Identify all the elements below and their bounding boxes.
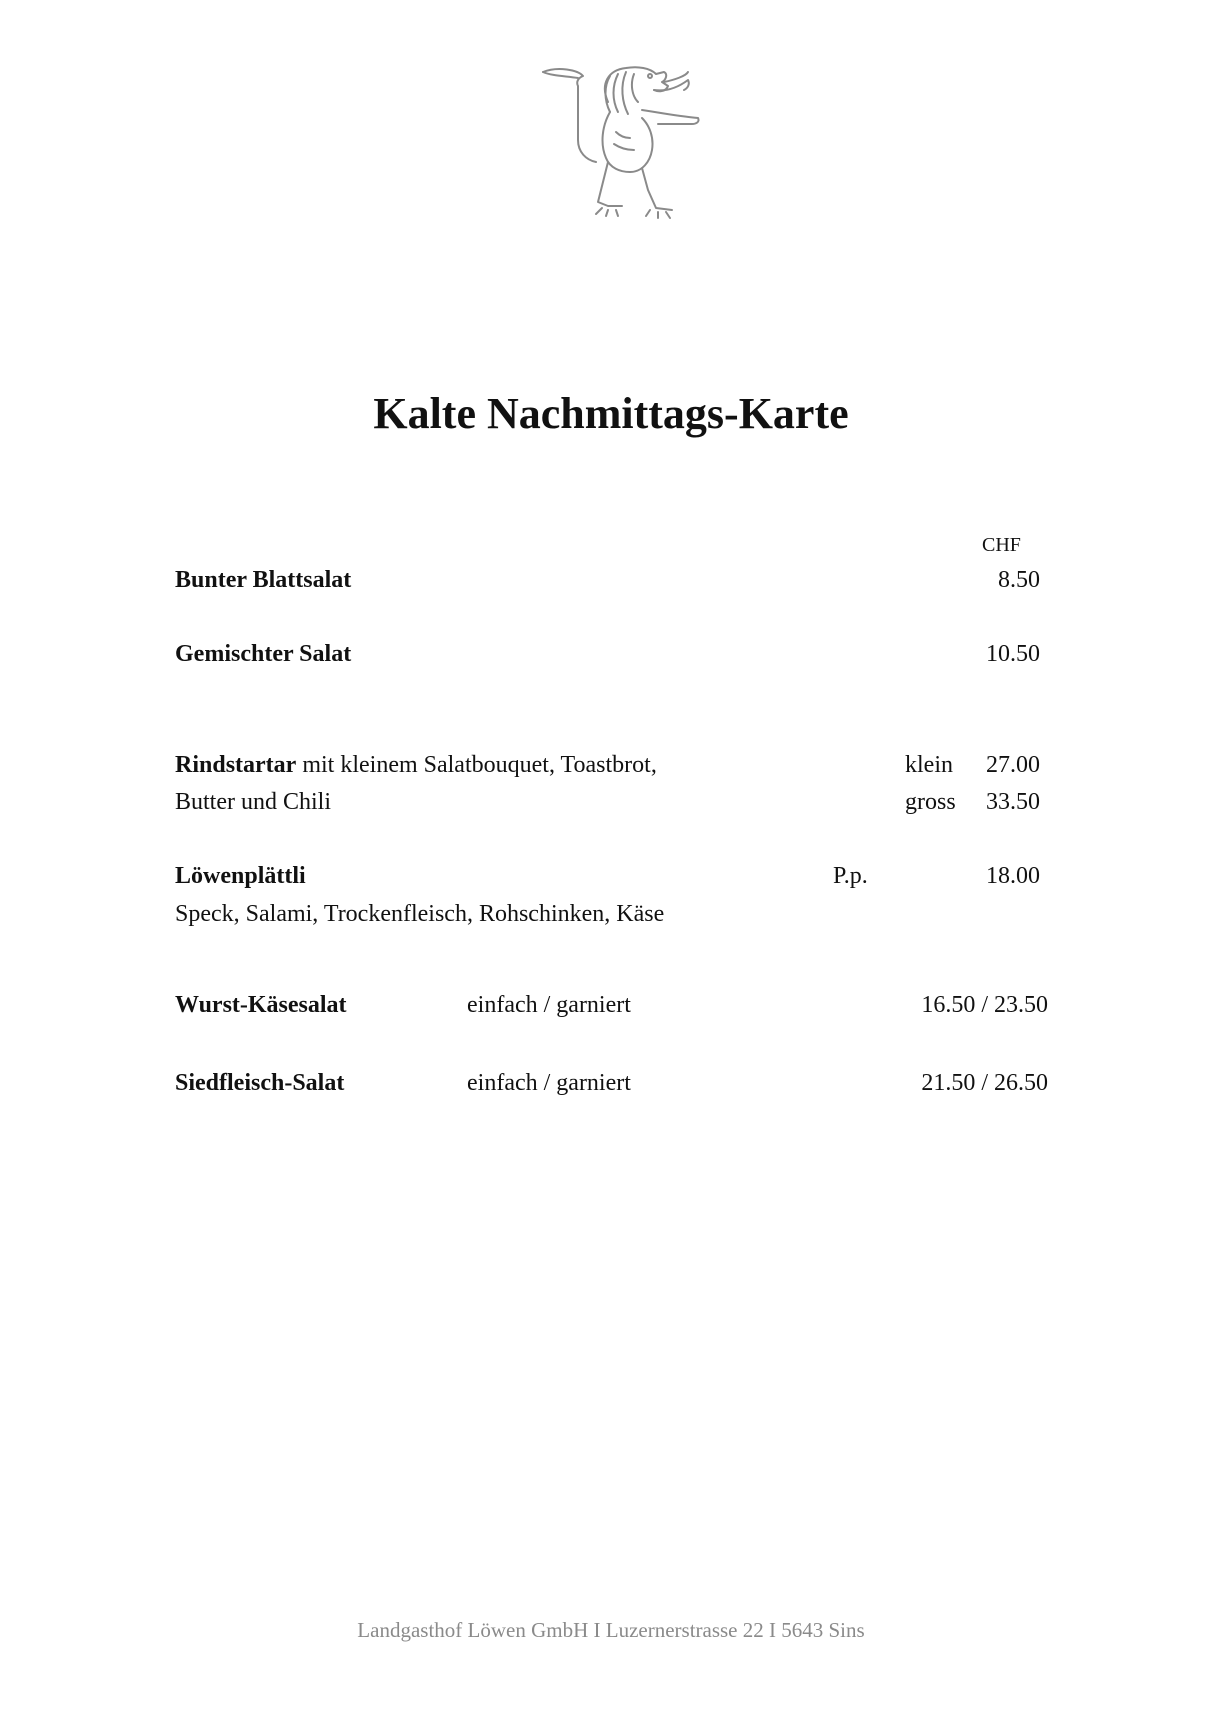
item-price: 18.00: [986, 863, 1040, 889]
size-label: gross: [905, 789, 956, 815]
item-name: Wurst-Käsesalat: [175, 992, 347, 1018]
item-variant: einfach / garniert: [467, 992, 631, 1018]
item-line: [175, 749, 657, 781]
unit-label: P.p.: [833, 863, 868, 889]
size-label: klein: [905, 752, 953, 778]
item-description: Butter und Chili: [175, 789, 331, 815]
item-price: 8.50: [998, 567, 1040, 593]
lion-logo: [538, 62, 718, 222]
item-name: Gemischter Salat: [175, 641, 352, 667]
lion-icon: [538, 62, 718, 222]
item-name: Rindstartar: [175, 752, 297, 778]
item-price: 16.50 / 23.50: [921, 992, 1048, 1018]
item-price: 33.50: [986, 789, 1040, 815]
item-price: 10.50: [986, 641, 1040, 667]
item-variant: einfach / garniert: [467, 1070, 631, 1096]
item-description: mit kleinem Salatbouquet, Toastbrot,: [302, 752, 657, 778]
page-title: Kalte Nachmittags-Karte: [373, 389, 849, 438]
item-name: Löwenplättli: [175, 863, 306, 889]
item-description: Speck, Salami, Trockenfleisch, Rohschinken, Käse: [175, 901, 665, 927]
currency-label: CHF: [982, 534, 1021, 556]
item-name: Bunter Blattsalat: [175, 567, 352, 593]
item-price: 27.00: [986, 752, 1040, 778]
item-name: Siedfleisch-Salat: [175, 1070, 345, 1096]
footer-address: Landgasthof Löwen GmbH I Luzernerstrasse 22 I 5643 Sins: [357, 1618, 865, 1642]
item-price: 21.50 / 26.50: [921, 1070, 1048, 1096]
